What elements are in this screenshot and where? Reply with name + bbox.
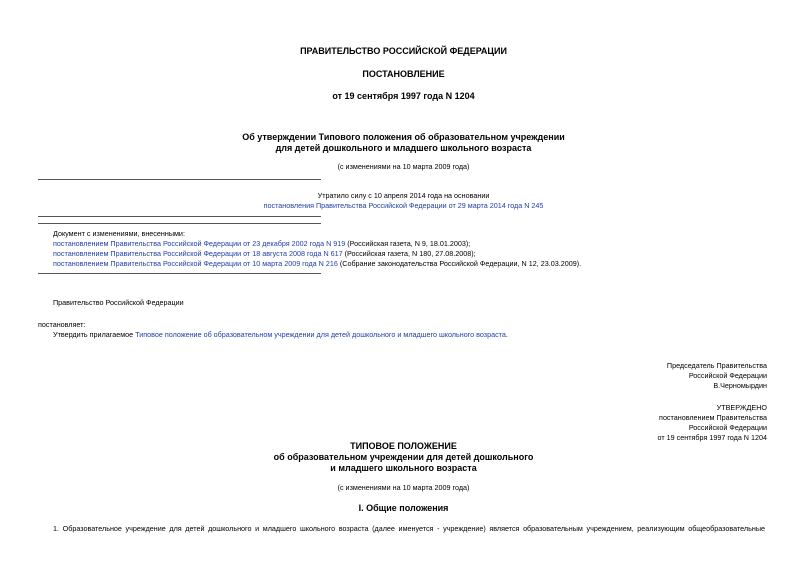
- document-date-number: от 19 сентября 1997 года N 1204: [332, 91, 475, 101]
- regulation-title: ТИПОВОЕ ПОЛОЖЕНИЕ: [350, 441, 457, 451]
- approved-by: постановлением Правительства: [659, 413, 767, 422]
- approved-label: УТВЕРЖДЕНО: [716, 403, 767, 412]
- divider: [38, 179, 321, 180]
- amendment-item: [53, 259, 581, 268]
- signature-name: В.Черномырдин: [713, 381, 767, 390]
- amendment-item: [53, 249, 476, 258]
- approved-org: Российской Федерации: [688, 423, 767, 432]
- divider: [38, 223, 321, 224]
- approve-paragraph: [53, 330, 508, 339]
- regulation-subtitle-1: об образовательном учреждении для детей дошкольного: [273, 452, 534, 462]
- paragraph-1: 1. Образовательное учреждение для детей дошкольного и младшего школьного возраста (далее именуется - учреждение) является образовательным учреждением, реализующим общеобразовательные: [53, 524, 765, 533]
- amendment-source: (Российская газета, N 9, 18.01.2003);: [345, 239, 471, 248]
- amendment-source: (Российская газета, N 180, 27.08.2008);: [342, 249, 476, 258]
- status-line: Утратило силу с 10 апреля 2014 года на основании: [317, 191, 490, 200]
- amendments-intro: Документ с изменениями, внесенными:: [53, 229, 185, 238]
- amendment-item: [53, 239, 470, 248]
- amendment-link[interactable]: постановлением Правительства Российской Федерации от 18 августа 2008 года N 617: [53, 249, 343, 258]
- regulation-link[interactable]: Типовое положение об образовательном учреждении для детей дошкольного и младшего школьного возраста: [135, 330, 506, 339]
- decides-text: постановляет:: [38, 320, 86, 329]
- document-title-line-2: для детей дошкольного и младшего школьного возраста: [275, 143, 532, 153]
- regulation-amendment-note: (с изменениями на 10 марта 2009 года): [337, 483, 470, 492]
- divider: [38, 273, 321, 274]
- document-type: ПОСТАНОВЛЕНИЕ: [362, 69, 445, 79]
- amendment-link[interactable]: постановлением Правительства Российской Федерации от 23 декабря 2002 года N 919: [53, 239, 346, 248]
- government-heading: ПРАВИТЕЛЬСТВО РОССИЙСКОЙ ФЕДЕРАЦИИ: [300, 46, 507, 56]
- amendment-link[interactable]: постановлением Правительства Российской Федерации от 10 марта 2009 года N 216: [53, 259, 338, 268]
- government-name: Правительство Российской Федерации: [53, 298, 184, 307]
- repeal-link[interactable]: постановления Правительства Российской Федерации от 29 марта 2014 года N 245: [263, 201, 544, 210]
- divider: [38, 216, 321, 217]
- document-title-line-1: Об утверждении Типового положения об образовательном учреждении: [242, 132, 565, 142]
- signature-title: Председатель Правительства: [666, 361, 767, 370]
- approved-date: от 19 сентября 1997 года N 1204: [657, 433, 767, 442]
- regulation-subtitle-2: и младшего школьного возраста: [330, 463, 477, 473]
- section-heading: I. Общие положения: [358, 503, 449, 513]
- approve-prefix: Утвердить прилагаемое: [53, 330, 136, 339]
- signature-org: Российской Федерации: [688, 371, 767, 380]
- amendment-source: (Собрание законодательства Российской Федерации, N 12, 23.03.2009).: [337, 259, 582, 268]
- amendment-note: (с изменениями на 10 марта 2009 года): [337, 162, 470, 171]
- approve-suffix: .: [505, 330, 508, 339]
